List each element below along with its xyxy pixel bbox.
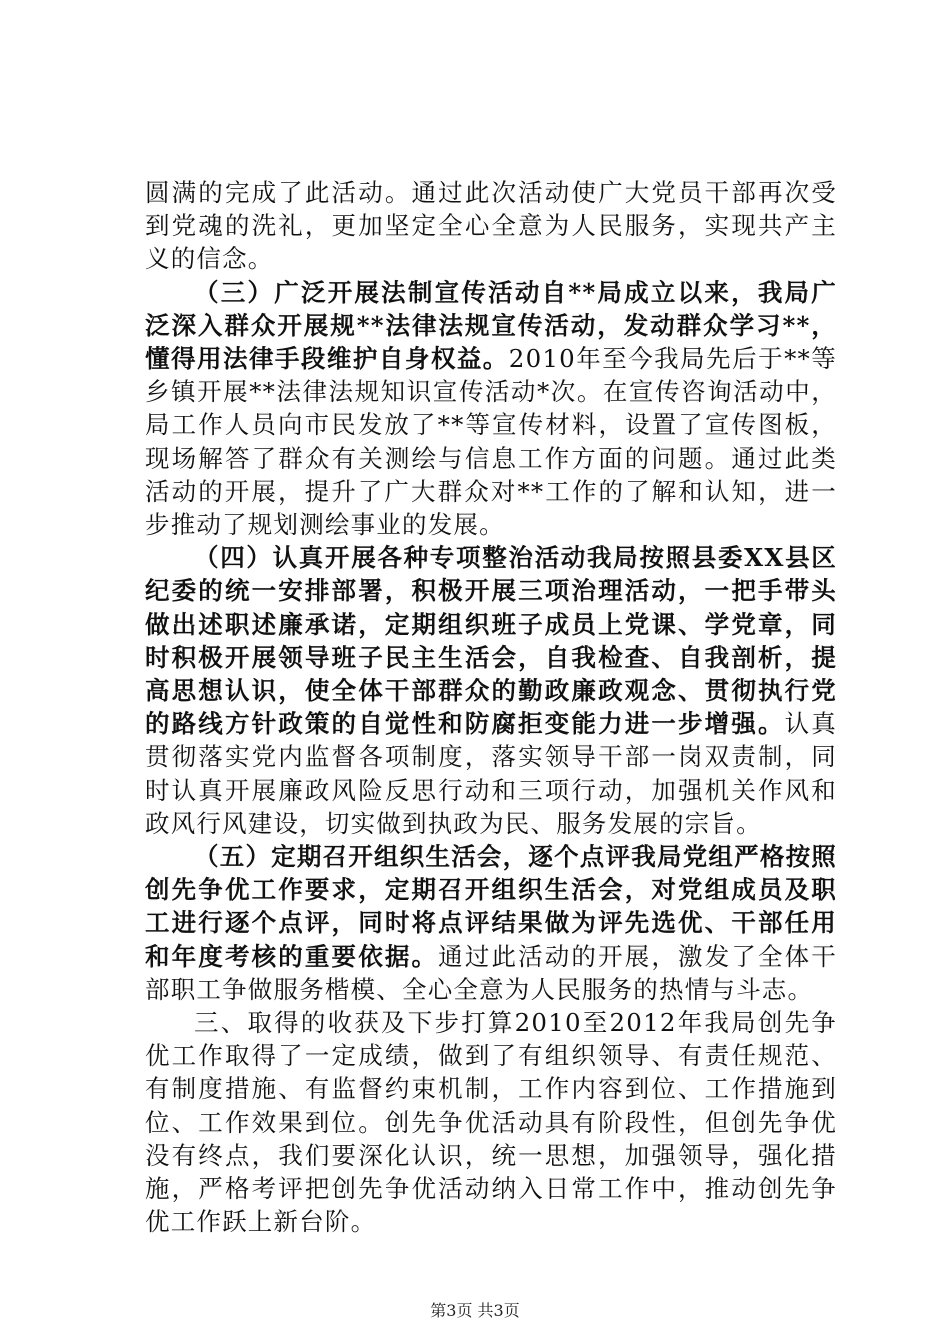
section-heading: （三）广泛开展法制宣传活动自**局成立以来，我局广泛深入群众开展规**法律法规宣传活动，发动群众学习**，懂得用法律手段维护自身权益。 bbox=[145, 277, 837, 374]
section-heading: （五）定期召开组织生活会，逐个点评我局党组严格按照创先争优工作要求，定期召开组织生活会，对党组成员及职工进行逐个点评，同时将点评结果做为评先选优、干部任用和年度考核的重要依据。 bbox=[145, 842, 837, 971]
section-heading: 三、取得的收获及下步打算2010至2012年我局创先争优工作取得了一定成绩，做到了有组织领导、有责任规范、有制度措施、有监督约束机制，工作内容到位、工作措施到位、工作效果到位。 bbox=[145, 1008, 837, 1137]
paragraph-section-3 bbox=[145, 276, 837, 542]
section-heading: （四）认真开展各种专项整治活动我局按照县委XX县区纪委的统一安排部署，积极开展三项治理活动，一把手带头做出述职述廉承诺，定期组织班子成员上党课、学党章，同时积极开展领导班子民主生活会，自我检查、自我剖析，提高思想认识，使全体干部群众的勤政廉政观念、贯彻执行党的路线方针政策的自觉性和防腐拒变能力进一步增强。 bbox=[145, 543, 837, 739]
document-body bbox=[145, 176, 837, 1239]
paragraph-text: 圆满的完成了此活动。通过此次活动使广大党员干部再次受到党魂的洗礼，更加坚定全心全意为人民服务，实现共产主义的信念。 bbox=[145, 178, 837, 274]
paragraph-continuation bbox=[145, 176, 837, 276]
page-footer: 第3页 共3页 bbox=[430, 1301, 520, 1320]
paragraph-section-4 bbox=[145, 541, 837, 840]
paragraph-text: 通过此活动的开展，激发了全体干部职工争做服务楷模、全心全意为人民服务的热情与斗志。 bbox=[145, 941, 837, 1004]
paragraph-text: 认真贯彻落实党内监督各项制度，落实领导干部一岗双责制，同时认真开展廉政风险反思行动和三项行动，加强机关作风和政风行风建设，切实做到执政为民、服务发展的宗旨。 bbox=[145, 709, 837, 838]
paragraph-part-3 bbox=[145, 1006, 837, 1238]
paragraph-section-5 bbox=[145, 840, 837, 1006]
paragraph-text: 创先争优活动具有阶段性，但创先争优没有终点，我们要深化认识，统一思想，加强领导，强化措施，严格考评把创先争优活动纳入日常工作中，推动创先争优工作跃上新台阶。 bbox=[145, 1107, 837, 1237]
paragraph-text: 2010年至今我局先后于**等乡镇开展**法律法规知识宣传活动*次。在宣传咨询活动中，局工作人员向市民发放了**等宣传材料，设置了宣传图板，现场解答了群众有关测绘与信息工作方面的问题。通过此类活动的开展，提升了广大群众对**工作的了解和认知，进一步推动了规划测绘事业的发展。 bbox=[145, 344, 837, 540]
